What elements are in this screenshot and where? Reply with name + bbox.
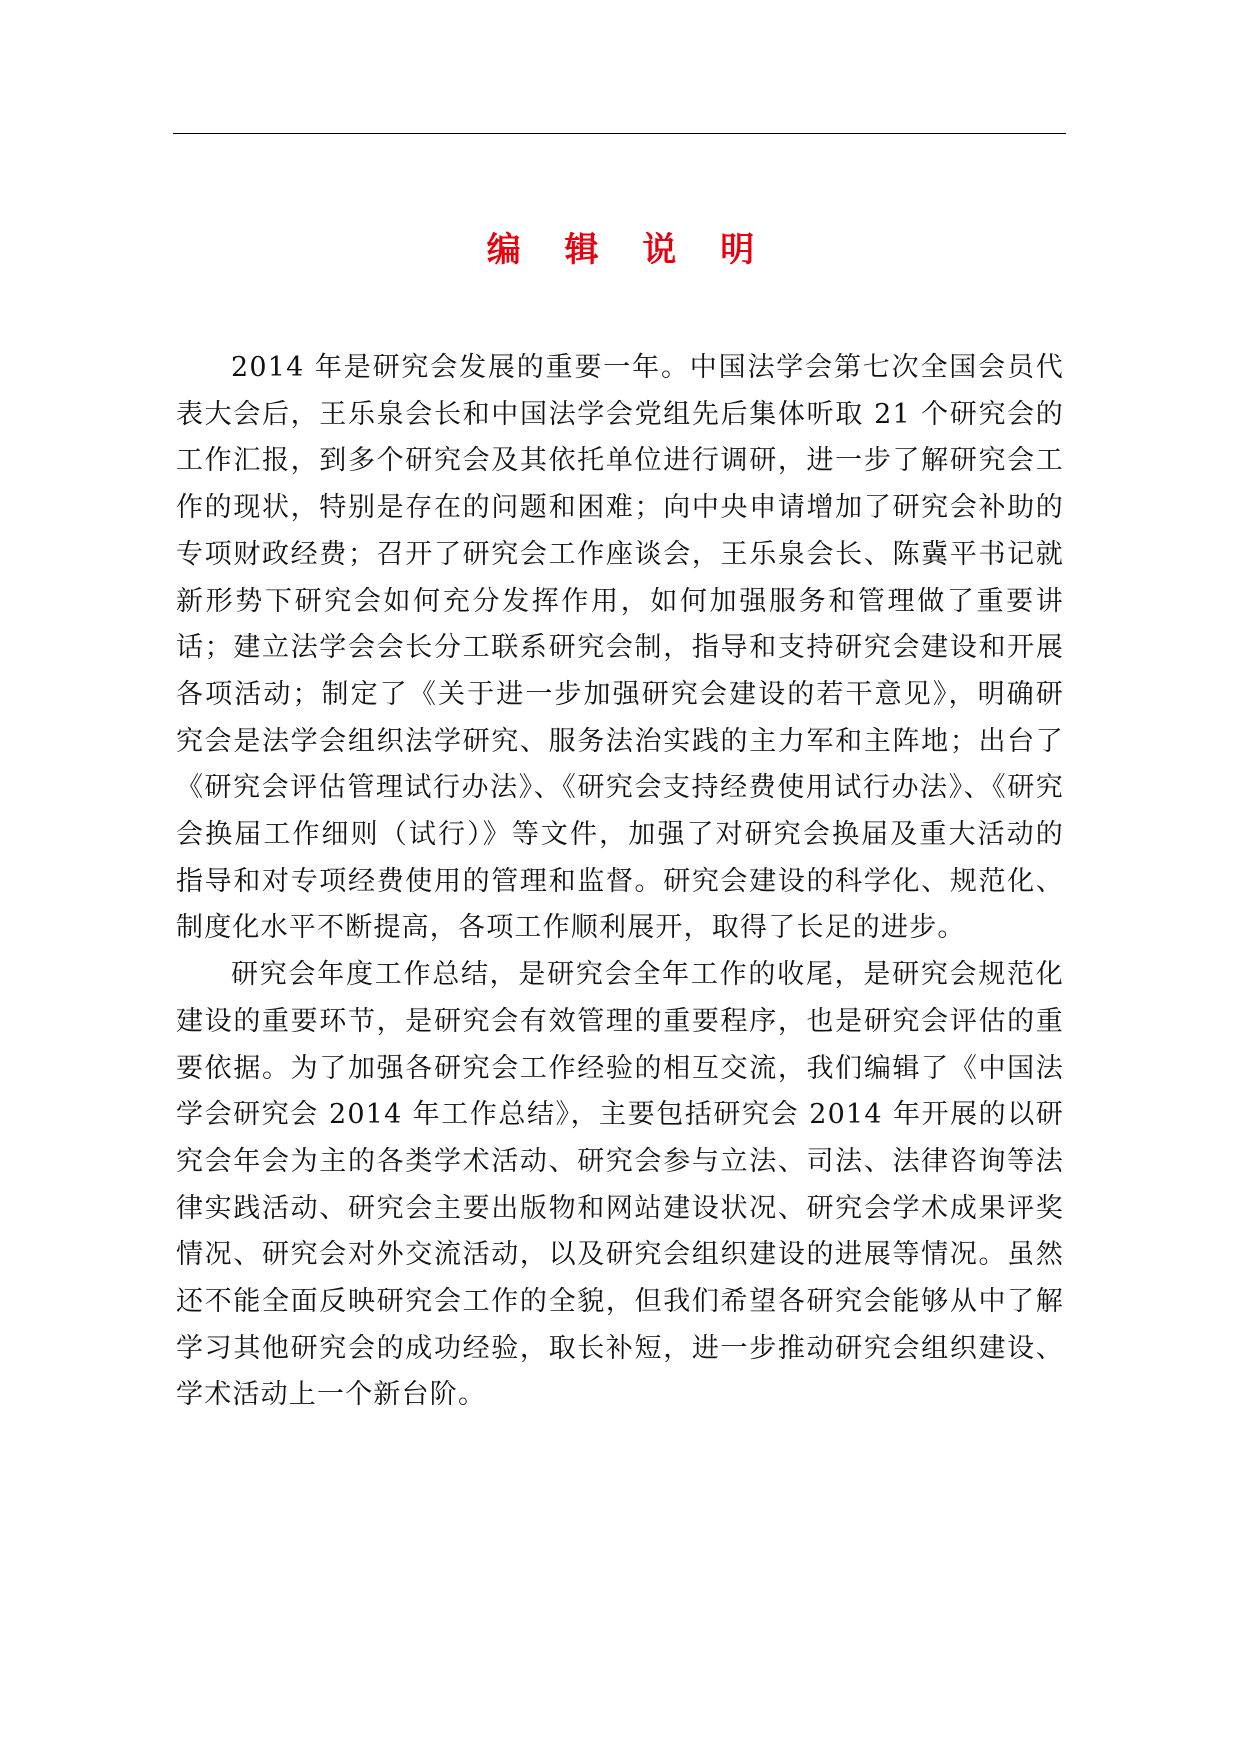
paragraph-1: 2014 年是研究会发展的重要一年。中国法学会第七次全国会员代表大会后，王乐泉会长和中国法学会党组先后集体听取 21 个研究会的工作汇报，到多个研究会及其依托单位进行调研，进一步了解研究会工作的现状，特别是存在的问题和困难；向中央申请增加了研究会补助的专项财政经费；召开了研究会工作座谈会，王乐泉会长、陈冀平书记就新形势下研究会如何充分发挥作用，如何加强服务和管理做了重要讲话；建立法学会会长分工联系研究会制，指导和支持研究会建设和开展各项活动；制定了《关于进一步加强研究会建设的若干意见》，明确研究会是法学会组织法学研究、服务法治实践的主力军和主阵地；出台了《研究会评估管理试行办法》、《研究会支持经费使用试行办法》、《研究会换届工作细则（试行）》等文件，加强了对研究会换届及重大活动的指导和对专项经费使用的管理和监督。研究会建设的科学化、规范化、制度化水平不断提高，各项工作顺利展开，取得了长足的进步。 [176,352,1064,944]
header-rule [173,133,1066,134]
page-title: 编 辑 说 明 [486,230,771,270]
document-body [176,345,1064,1419]
paragraph-2: 研究会年度工作总结，是研究会全年工作的收尾，是研究会规范化建设的重要环节，是研究会有效管理的重要程序，也是研究会评估的重要依据。为了加强各研究会工作经验的相互交流，我们编辑了《中国法学会研究会 2014 年工作总结》，主要包括研究会 2014 年开展的以研究会年会为主的各类学术活动、研究会参与立法、司法、法律咨询等法律实践活动、研究会主要出版物和网站建设状况、研究会学术成果评奖情况、研究会对外交流活动，以及研究会组织建设的进展等情况。虽然还不能全面反映研究会工作的全貌，但我们希望各研究会能够从中了解学习其他研究会的成功经验，取长补短，进一步推动研究会组织建设、学术活动上一个新台阶。 [176,959,1064,1411]
